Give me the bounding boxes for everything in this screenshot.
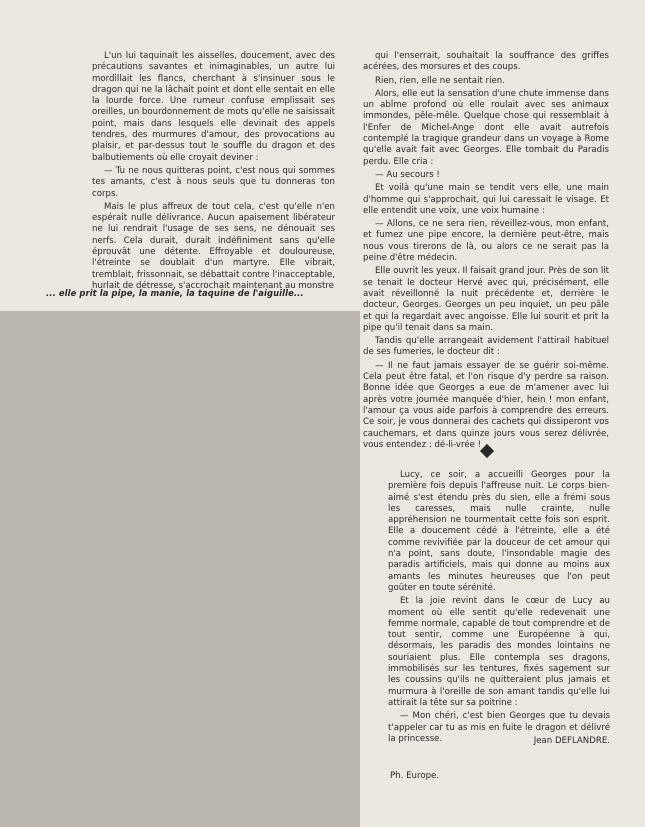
article-column-right [363,51,609,453]
article-paragraph: Lucy, ce soir, a accueilli Georges pour la première fois depuis l'affreuse nuit. Le corps bien-aimé s'est étendu près du sien, elle a frémi sous les caresses, mais nulle crainte, nulle appréhension ne tourmentait cette fois son esprit. Elle a doucement cédé à l'étreinte, elle a été comme revivifiée par la douceur de cet amour qui n'a point, sans doute, l'insondable magie des paradis artificiels, mais qui donne au moins aux amants les minutes heureuses que l'on peut goûter en toute sérénité. [388,470,610,593]
article-paragraph: Mais le plus affreux de tout cela, c'est qu'elle n'en espérait nulle délivrance. Aucun apaisement libérateur ne lui rendrait l'usage de ses sens, ne dénouait ses nerfs. Cela durait, durait indéfiniment sans qu'elle éprouvât une détente. Effroyable et douloureuse, l'étreinte se doublait d'un martyre. Elle vibrait, tremblait, frissonnait, se débattait contre l'inacceptable, hurlait de détresse, s'accrochait maintenant au monstre [92,201,335,291]
article-paragraph: Et la joie revint dans le cœur de Lucy au moment où elle sentit qu'elle redevenait une femme normale, capable de tout comprendre et de tout sentir, comme une Européenne à qui, désormais, les paradis des mondes lointains ne souriaient plus. Elle contempla ses dragons, immobilisés sur les tentures, fixés sagement sur les coussins qu'ils ne quitteraient plus jamais et murmura à l'oreille de son amant tandis qu'elle lui attirait la tête sur sa poitrine : [388,596,610,708]
article-paragraph: Tandis qu'elle arrangeait avidement l'attirail habituel de ses fumeries, le docteur dit : [363,336,609,358]
article-paragraph: Et voilà qu'une main se tendit vers elle, une main d'homme qui s'approchait, qui lui caressait le visage. Et elle entendit une voix, une voix humaine : [363,183,609,216]
article-paragraph: — Il ne faut jamais essayer de se guérir soi-même. Cela peut être fatal, et l'on risque d'y perdre sa raison. Bonne idée que Georges a eue de m'amener avec lui après votre journée manquée d'hier, hein ! mon enfant, l'amour ça vous aide parfois à comprendre des erreurs. Ce soir, je vous donnerai des cachets qui dissiperont vos cauchemars, et dans quinze jours vous serez délivrée, vous entendez : dé-li-vrée ! [363,360,609,450]
article-paragraph: qui l'enserrait, souhaitait la souffrance des griffes acérées, des morsures et des coups. [363,51,609,73]
article-column-left [92,51,335,294]
article-paragraph: — Au secours ! [375,169,440,180]
article-paragraph: Elle ouvrit les yeux. Il faisait grand jour. Près de son lit se tenait le docteur Hervé avec qui, précisément, elle avait réveillonné la nuit précédente et, derrière le docteur, Georges. Georges un peu inquiet, un peu pâle et qui la regardait avec angoisse. Elle lui sourit et prit la pipe qu'il tenait dans sa main. [363,266,609,333]
article-paragraph: — Allons, ce ne sera rien, réveillez-vous, mon enfant, et fumez une pipe encore, la dernière peut-être, mais nous vous tirerons de là, ou alors ce ne serait pas la peine d'être médecin. [363,219,609,264]
author-signature: Jean DEFLANDRE. [533,736,610,746]
article-photo [0,311,360,827]
article-paragraph: L'un lui taquinait les aisselles, doucement, avec des précautions savantes et inimaginables, un autre lui mordillait les flancs, cherchant à s'insinuer sous le dragon qui ne la lâchait point et dont elle sentait en elle la lourde force. Une rumeur confuse emplissait ses oreilles, un bourdonnement de mots qu'elle ne saisissait point, mais dans lesquels elle devinait des appels tendres, des murmures d'amour, des provocations au plaisir, et par-dessus tout le souffle du dragon et des balbutiements où elle croyait deviner : [92,51,336,163]
article-paragraph: — Tu ne nous quitteras point, c'est nous qui sommes tes amants, c'est à nous seuls que tu donneras ton corps. [92,165,335,199]
article-paragraph: Rien, rien, elle ne sentait rien. [375,75,505,86]
article-paragraph: Alors, elle eut la sensation d'une chute immense dans un abîme profond où elle roulait avec ses animaux immondes, pêle-mêle. Quelque chose qui ressemblait à l'Enfer de Michel-Ange dont elle avait autrefois contemplé la tragique grandeur dans un voyage à Rome qu'elle avait fait avec Georges. Elle tombait du Paradis perdu. Elle cria : [363,88,609,167]
article-paragraph: — Mon chéri, c'est bien Georges que tu devais t'appeler car tu as mis en fuite le dragon et délivré la princesse. [388,711,610,744]
photo-caption: ... elle prit la pipe, la manie, la taquine de l'aiguille... [46,288,304,298]
photo-credit: Ph. Europe. [390,771,440,781]
article-column-right-continued [388,470,610,747]
